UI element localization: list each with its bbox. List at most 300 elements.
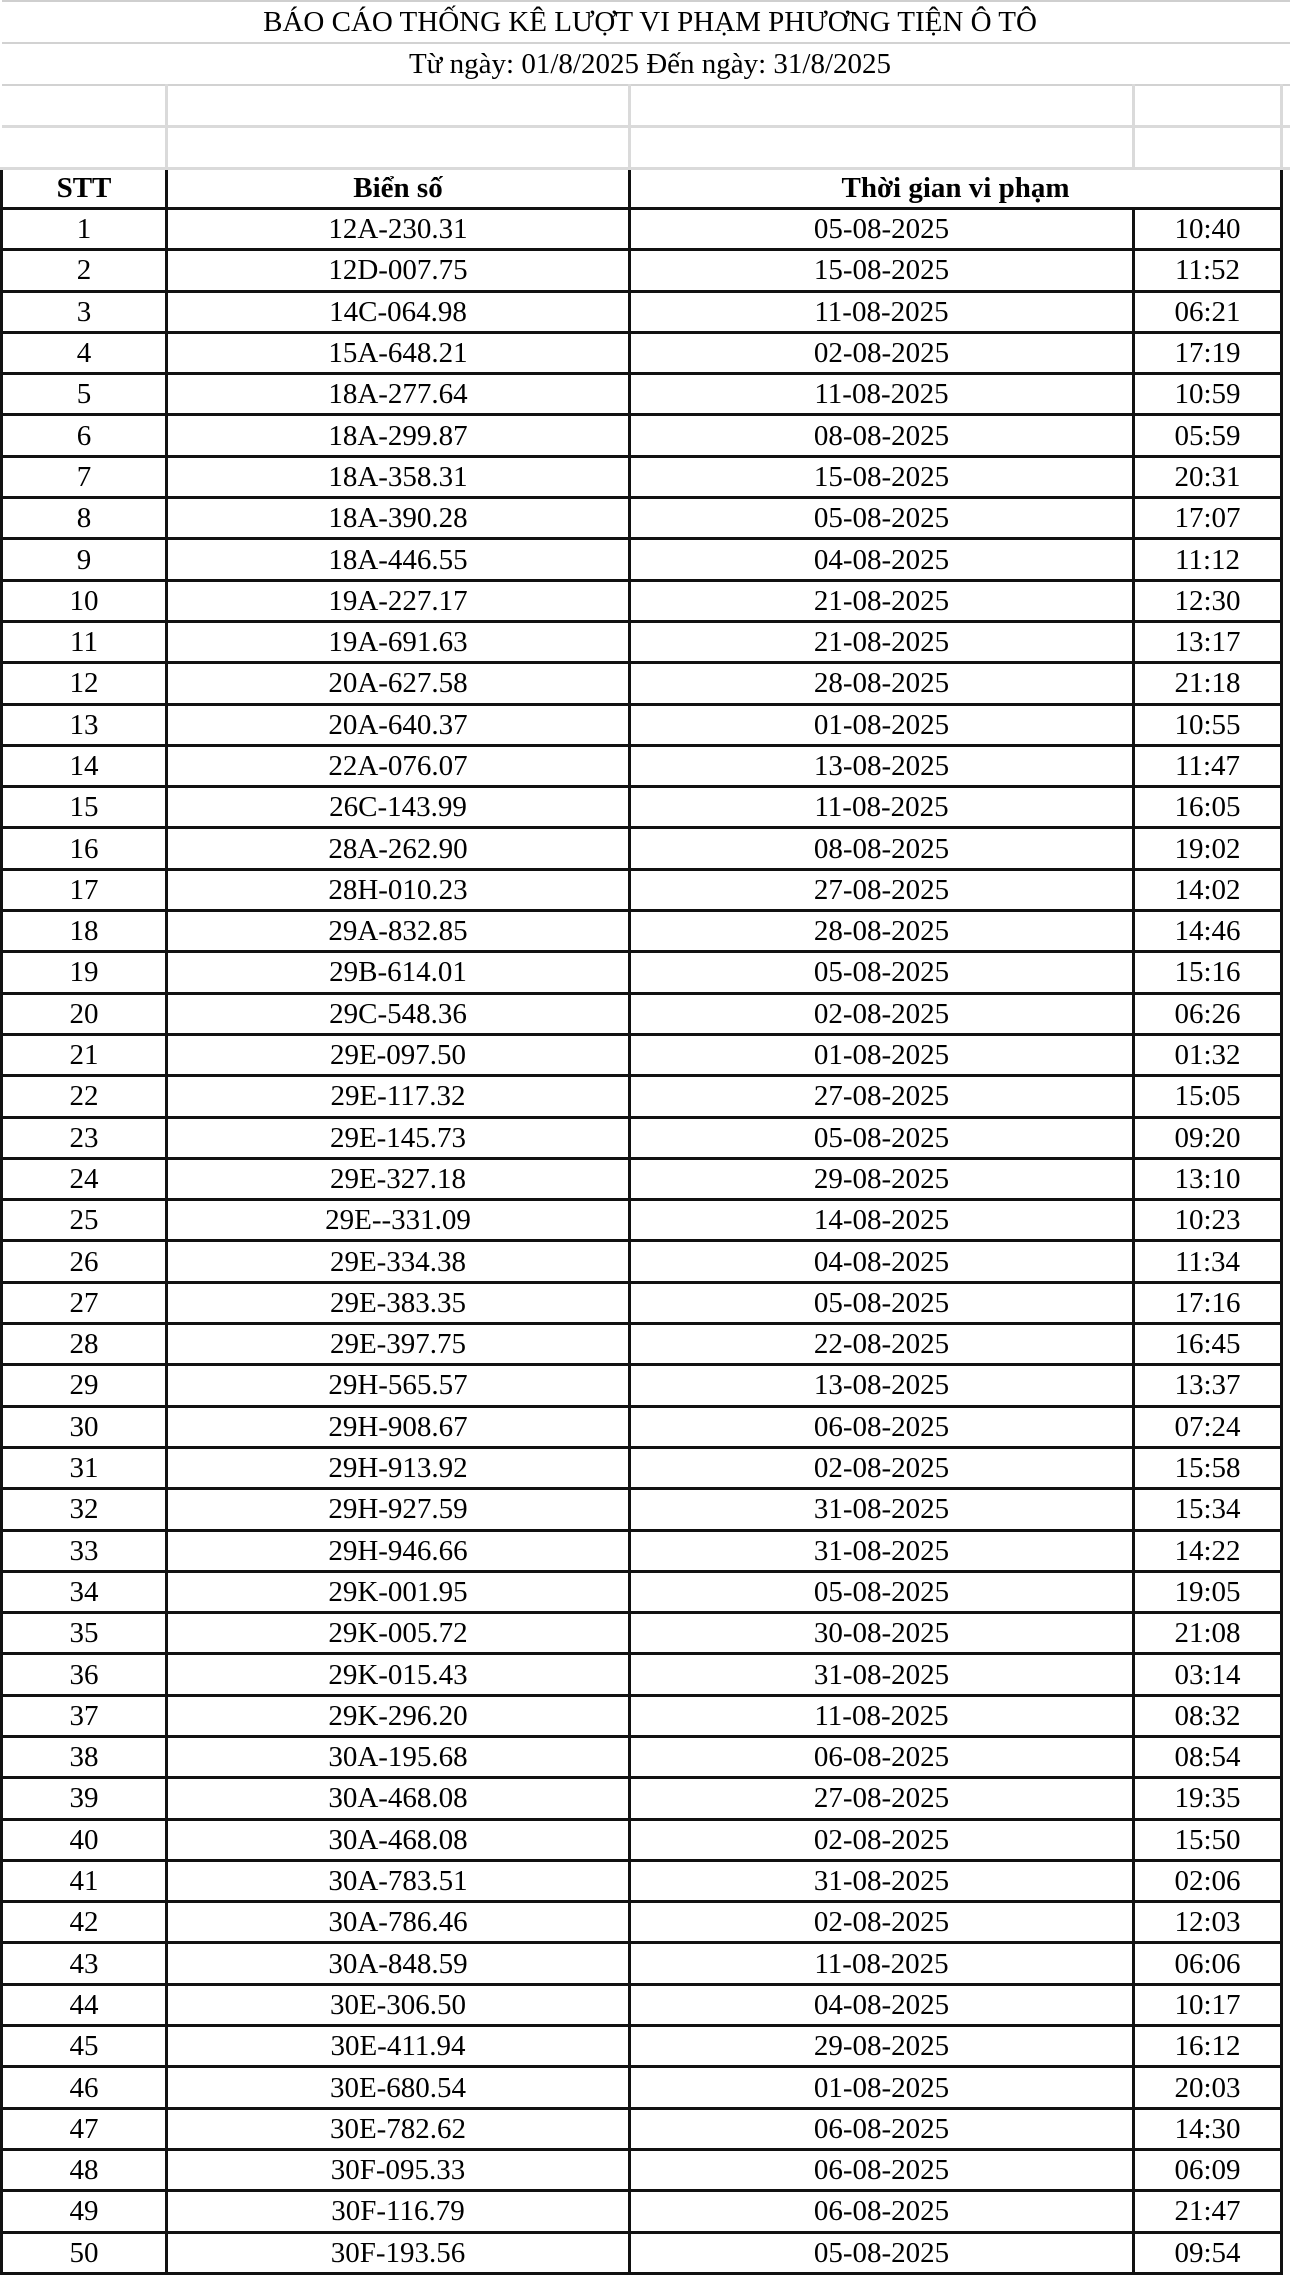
table-row xyxy=(2,993,1290,1034)
row-pad xyxy=(1282,209,1290,250)
cell-date[interactable]: 29-08-2025 xyxy=(630,2026,1134,2067)
cell-stt[interactable]: 17 xyxy=(2,869,167,910)
cell-plate[interactable]: 28A-262.90 xyxy=(167,828,630,869)
table-row xyxy=(2,1736,1290,1777)
row-pad xyxy=(1282,1984,1290,2025)
cell-date[interactable]: 02-08-2025 xyxy=(630,993,1134,1034)
table-row xyxy=(2,209,1290,250)
row-pad xyxy=(1282,1117,1290,1158)
cell-time[interactable]: 19:05 xyxy=(1134,1571,1282,1612)
table-row xyxy=(2,1034,1290,1075)
cell-plate[interactable]: 29K-001.95 xyxy=(167,1571,630,1612)
row-pad xyxy=(1282,1076,1290,1117)
cell-time[interactable]: 10:23 xyxy=(1134,1200,1282,1241)
cell-stt[interactable]: 5 xyxy=(2,374,167,415)
cell-time[interactable]: 13:37 xyxy=(1134,1365,1282,1406)
cell-stt[interactable]: 1 xyxy=(2,209,167,250)
cell-time[interactable]: 09:54 xyxy=(1134,2232,1282,2273)
cell-plate[interactable]: 29H-565.57 xyxy=(167,1365,630,1406)
cell-date[interactable]: 04-08-2025 xyxy=(630,1241,1134,1282)
empty-cell[interactable] xyxy=(167,127,630,169)
cell-stt[interactable]: 35 xyxy=(2,1613,167,1654)
cell-stt[interactable]: 26 xyxy=(2,1241,167,1282)
cell-time[interactable]: 17:16 xyxy=(1134,1282,1282,1323)
cell-time[interactable]: 14:22 xyxy=(1134,1530,1282,1571)
cell-plate[interactable]: 30F-193.56 xyxy=(167,2232,630,2273)
cell-plate[interactable]: 30A-468.08 xyxy=(167,1819,630,1860)
cell-date[interactable]: 21-08-2025 xyxy=(630,621,1134,662)
cell-plate[interactable]: 19A-691.63 xyxy=(167,621,630,662)
cell-time[interactable]: 19:35 xyxy=(1134,1778,1282,1819)
cell-stt[interactable]: 49 xyxy=(2,2191,167,2232)
table-row xyxy=(2,1654,1290,1695)
cell-time[interactable]: 21:08 xyxy=(1134,1613,1282,1654)
cell-date[interactable]: 31-08-2025 xyxy=(630,1860,1134,1901)
cell-date[interactable]: 31-08-2025 xyxy=(630,1654,1134,1695)
cell-date[interactable]: 02-08-2025 xyxy=(630,332,1134,373)
report-period: Từ ngày: 01/8/2025 Đến ngày: 31/8/2025 xyxy=(19,43,1282,85)
cell-time[interactable]: 15:16 xyxy=(1134,952,1282,993)
cell-stt[interactable]: 33 xyxy=(2,1530,167,1571)
row-pad xyxy=(1282,1200,1290,1241)
row-pad xyxy=(1282,291,1290,332)
cell-time[interactable]: 11:12 xyxy=(1134,539,1282,580)
row-pad xyxy=(1282,2191,1290,2232)
cell-stt[interactable]: 22 xyxy=(2,1076,167,1117)
cell-date[interactable]: 06-08-2025 xyxy=(630,1736,1134,1777)
cell-time[interactable]: 09:20 xyxy=(1134,1117,1282,1158)
table-row xyxy=(2,911,1290,952)
cell-time[interactable]: 16:45 xyxy=(1134,1324,1282,1365)
row-pad xyxy=(1282,828,1290,869)
cell-time[interactable]: 06:21 xyxy=(1134,291,1282,332)
cell-time[interactable]: 10:40 xyxy=(1134,209,1282,250)
table-row xyxy=(2,621,1290,662)
cell-date[interactable]: 06-08-2025 xyxy=(630,2108,1134,2149)
cell-plate[interactable]: 19A-227.17 xyxy=(167,580,630,621)
row-pad xyxy=(1282,663,1290,704)
row-pad xyxy=(1282,580,1290,621)
row-pad xyxy=(1282,1778,1290,1819)
title-row xyxy=(2,1,1290,43)
table-row xyxy=(2,1695,1290,1736)
cell-time[interactable]: 14:46 xyxy=(1134,911,1282,952)
cell-stt[interactable]: 48 xyxy=(2,2149,167,2190)
cell-plate[interactable]: 29E-145.73 xyxy=(167,1117,630,1158)
cell-date[interactable]: 11-08-2025 xyxy=(630,1695,1134,1736)
empty-cell[interactable] xyxy=(19,127,167,169)
cell-stt[interactable]: 3 xyxy=(2,291,167,332)
table-row xyxy=(2,1117,1290,1158)
cell-date[interactable]: 11-08-2025 xyxy=(630,291,1134,332)
cell-stt[interactable]: 16 xyxy=(2,828,167,869)
row-pad xyxy=(1282,1943,1290,1984)
cell-time[interactable]: 13:10 xyxy=(1134,1158,1282,1199)
cell-plate[interactable]: 30A-468.08 xyxy=(167,1778,630,1819)
table-row xyxy=(2,1778,1290,1819)
table-row xyxy=(2,1943,1290,1984)
cell-time[interactable]: 21:47 xyxy=(1134,2191,1282,2232)
cell-plate[interactable]: 18A-358.31 xyxy=(167,456,630,497)
cell-plate[interactable]: 30A-786.46 xyxy=(167,1902,630,1943)
cell-plate[interactable]: 12A-230.31 xyxy=(167,209,630,250)
cell-plate[interactable]: 14C-064.98 xyxy=(167,291,630,332)
row-pad xyxy=(1282,1571,1290,1612)
cell-time[interactable]: 10:59 xyxy=(1134,374,1282,415)
row-pad xyxy=(1282,1034,1290,1075)
cell-date[interactable]: 02-08-2025 xyxy=(630,1447,1134,1488)
cell-date[interactable]: 05-08-2025 xyxy=(630,1571,1134,1612)
cell-date[interactable]: 02-08-2025 xyxy=(630,1902,1134,1943)
cell-time[interactable]: 21:18 xyxy=(1134,663,1282,704)
cell-stt[interactable]: 14 xyxy=(2,745,167,786)
cell-time[interactable]: 13:17 xyxy=(1134,621,1282,662)
cell-plate[interactable]: 29K-015.43 xyxy=(167,1654,630,1695)
table-row xyxy=(2,250,1290,291)
cell-plate[interactable]: 29E-383.35 xyxy=(167,1282,630,1323)
cell-time[interactable]: 03:14 xyxy=(1134,1654,1282,1695)
cell-date[interactable]: 11-08-2025 xyxy=(630,787,1134,828)
cell-plate[interactable]: 29H-946.66 xyxy=(167,1530,630,1571)
cell-date[interactable]: 01-08-2025 xyxy=(630,1034,1134,1075)
cell-date[interactable]: 05-08-2025 xyxy=(630,1282,1134,1323)
row-pad xyxy=(1282,1324,1290,1365)
cell-plate[interactable]: 29E-334.38 xyxy=(167,1241,630,1282)
table-row xyxy=(2,1406,1290,1447)
cell-plate[interactable]: 20A-627.58 xyxy=(167,663,630,704)
cell-time[interactable]: 06:26 xyxy=(1134,993,1282,1034)
table-row xyxy=(2,2149,1290,2190)
cell-date[interactable]: 27-08-2025 xyxy=(630,1076,1134,1117)
cell-time[interactable]: 08:32 xyxy=(1134,1695,1282,1736)
cell-date[interactable]: 08-08-2025 xyxy=(630,415,1134,456)
row-pad xyxy=(1282,1158,1290,1199)
cell-plate[interactable]: 30A-848.59 xyxy=(167,1943,630,1984)
cell-stt[interactable]: 19 xyxy=(2,952,167,993)
cell-date[interactable]: 27-08-2025 xyxy=(630,869,1134,910)
cell-time[interactable]: 14:30 xyxy=(1134,2108,1282,2149)
table-row xyxy=(2,1489,1290,1530)
cell-date[interactable]: 13-08-2025 xyxy=(630,745,1134,786)
cell-plate[interactable]: 18A-299.87 xyxy=(167,415,630,456)
header-stt: STT xyxy=(2,169,167,209)
row-pad xyxy=(1282,1365,1290,1406)
cell-time[interactable]: 17:19 xyxy=(1134,332,1282,373)
cell-time[interactable]: 15:50 xyxy=(1134,1819,1282,1860)
row-pad xyxy=(1282,2067,1290,2108)
cell-plate[interactable]: 29K-296.20 xyxy=(167,1695,630,1736)
blank-row xyxy=(2,85,1290,127)
cell-stt[interactable]: 40 xyxy=(2,1819,167,1860)
table-row xyxy=(2,456,1290,497)
cell-date[interactable]: 02-08-2025 xyxy=(630,1819,1134,1860)
cell-time[interactable]: 07:24 xyxy=(1134,1406,1282,1447)
table-row xyxy=(2,2026,1290,2067)
empty-cell[interactable] xyxy=(167,85,630,127)
row-pad xyxy=(1282,374,1290,415)
cell-stt[interactable]: 34 xyxy=(2,1571,167,1612)
table-row xyxy=(2,663,1290,704)
cell-date[interactable]: 08-08-2025 xyxy=(630,828,1134,869)
cell-plate[interactable]: 30E-680.54 xyxy=(167,2067,630,2108)
cell-time[interactable]: 15:58 xyxy=(1134,1447,1282,1488)
cell-plate[interactable]: 29H-927.59 xyxy=(167,1489,630,1530)
row-pad xyxy=(1282,1736,1290,1777)
cell-plate[interactable]: 29C-548.36 xyxy=(167,993,630,1034)
cell-plate[interactable]: 30F-095.33 xyxy=(167,2149,630,2190)
cell-date[interactable]: 14-08-2025 xyxy=(630,1200,1134,1241)
cell-time[interactable]: 08:54 xyxy=(1134,1736,1282,1777)
cell-date[interactable]: 11-08-2025 xyxy=(630,374,1134,415)
cell-plate[interactable]: 29E--331.09 xyxy=(167,1200,630,1241)
cell-date[interactable]: 30-08-2025 xyxy=(630,1613,1134,1654)
table-row xyxy=(2,580,1290,621)
cell-date[interactable]: 01-08-2025 xyxy=(630,704,1134,745)
cell-plate[interactable]: 30F-116.79 xyxy=(167,2191,630,2232)
cell-stt[interactable]: 46 xyxy=(2,2067,167,2108)
cell-time[interactable]: 19:02 xyxy=(1134,828,1282,869)
cell-stt[interactable]: 9 xyxy=(2,539,167,580)
table-row xyxy=(2,745,1290,786)
cell-stt[interactable]: 27 xyxy=(2,1282,167,1323)
cell-time[interactable]: 15:05 xyxy=(1134,1076,1282,1117)
table-row xyxy=(2,1860,1290,1901)
cell-time[interactable]: 17:07 xyxy=(1134,498,1282,539)
table-row xyxy=(2,1613,1290,1654)
cell-stt[interactable]: 37 xyxy=(2,1695,167,1736)
cell-stt[interactable]: 41 xyxy=(2,1860,167,1901)
row-pad xyxy=(1282,1282,1290,1323)
cell-time[interactable]: 11:52 xyxy=(1134,250,1282,291)
cell-plate[interactable]: 29E-117.32 xyxy=(167,1076,630,1117)
row-pad xyxy=(1282,952,1290,993)
cell-plate[interactable]: 29E-397.75 xyxy=(167,1324,630,1365)
cell-plate[interactable]: 18A-446.55 xyxy=(167,539,630,580)
row-pad xyxy=(1282,1406,1290,1447)
cell-stt[interactable]: 38 xyxy=(2,1736,167,1777)
row-pad xyxy=(1282,456,1290,497)
cell-stt[interactable]: 23 xyxy=(2,1117,167,1158)
cell-date[interactable]: 01-08-2025 xyxy=(630,2067,1134,2108)
cell-date[interactable]: 31-08-2025 xyxy=(630,1489,1134,1530)
cell-time[interactable]: 10:55 xyxy=(1134,704,1282,745)
cell-time[interactable]: 06:09 xyxy=(1134,2149,1282,2190)
cell-plate[interactable]: 30A-783.51 xyxy=(167,1860,630,1901)
cell-date[interactable]: 13-08-2025 xyxy=(630,1365,1134,1406)
row-pad xyxy=(1282,745,1290,786)
row-pad xyxy=(1282,2108,1290,2149)
cell-stt[interactable]: 29 xyxy=(2,1365,167,1406)
cell-time[interactable]: 16:12 xyxy=(1134,2026,1282,2067)
cell-time[interactable]: 20:03 xyxy=(1134,2067,1282,2108)
empty-cell[interactable] xyxy=(630,127,1134,169)
cell-stt[interactable]: 47 xyxy=(2,2108,167,2149)
cell-date[interactable]: 11-08-2025 xyxy=(630,1943,1134,1984)
cell-time[interactable]: 11:34 xyxy=(1134,1241,1282,1282)
cell-plate[interactable]: 30A-195.68 xyxy=(167,1736,630,1777)
table-row xyxy=(2,498,1290,539)
cell-stt[interactable]: 12 xyxy=(2,663,167,704)
cell-time[interactable]: 12:30 xyxy=(1134,580,1282,621)
cell-stt[interactable]: 20 xyxy=(2,993,167,1034)
row-pad xyxy=(1282,1447,1290,1488)
row-pad xyxy=(1282,332,1290,373)
cell-stt[interactable]: 13 xyxy=(2,704,167,745)
period-row xyxy=(2,43,1290,85)
empty-cell[interactable] xyxy=(19,85,167,127)
table-row xyxy=(2,1984,1290,2025)
cell-plate[interactable]: 29B-614.01 xyxy=(167,952,630,993)
empty-cell[interactable] xyxy=(630,85,1134,127)
cell-plate[interactable]: 29H-908.67 xyxy=(167,1406,630,1447)
cell-time[interactable]: 15:34 xyxy=(1134,1489,1282,1530)
cell-stt[interactable]: 42 xyxy=(2,1902,167,1943)
header-row xyxy=(2,169,1290,209)
cell-stt[interactable]: 10 xyxy=(2,580,167,621)
row-pad xyxy=(1282,993,1290,1034)
cell-stt[interactable]: 31 xyxy=(2,1447,167,1488)
cell-plate[interactable]: 12D-007.75 xyxy=(167,250,630,291)
row-pad xyxy=(1282,1613,1290,1654)
cell-date[interactable]: 05-08-2025 xyxy=(630,498,1134,539)
cell-stt[interactable]: 43 xyxy=(2,1943,167,1984)
cell-time[interactable]: 01:32 xyxy=(1134,1034,1282,1075)
cell-stt[interactable]: 15 xyxy=(2,787,167,828)
cell-stt[interactable]: 8 xyxy=(2,498,167,539)
row-pad xyxy=(1282,1241,1290,1282)
cell-plate[interactable]: 18A-277.64 xyxy=(167,374,630,415)
header-plate: Biển số xyxy=(167,169,630,209)
report-title: BÁO CÁO THỐNG KÊ LƯỢT VI PHẠM PHƯƠNG TIỆN Ô TÔ xyxy=(19,1,1282,43)
table-row xyxy=(2,1076,1290,1117)
row-pad xyxy=(1282,539,1290,580)
cell-time[interactable]: 02:06 xyxy=(1134,1860,1282,1901)
cell-stt[interactable]: 28 xyxy=(2,1324,167,1365)
cell-stt[interactable]: 24 xyxy=(2,1158,167,1199)
cell-date[interactable]: 22-08-2025 xyxy=(630,1324,1134,1365)
cell-plate[interactable]: 18A-390.28 xyxy=(167,498,630,539)
cell-date[interactable]: 04-08-2025 xyxy=(630,1984,1134,2025)
cell-stt[interactable]: 50 xyxy=(2,2232,167,2273)
cell-date[interactable]: 05-08-2025 xyxy=(630,209,1134,250)
cell-plate[interactable]: 26C-143.99 xyxy=(167,787,630,828)
cell-stt[interactable]: 32 xyxy=(2,1489,167,1530)
table-row xyxy=(2,415,1290,456)
row-pad xyxy=(1282,1489,1290,1530)
cell-date[interactable]: 21-08-2025 xyxy=(630,580,1134,621)
table-row xyxy=(2,1902,1290,1943)
cell-time[interactable]: 05:59 xyxy=(1134,415,1282,456)
row-pad xyxy=(1282,250,1290,291)
cell-plate[interactable]: 29A-832.85 xyxy=(167,911,630,952)
table-row xyxy=(2,2191,1290,2232)
cell-date[interactable]: 05-08-2025 xyxy=(630,1117,1134,1158)
cell-date[interactable]: 28-08-2025 xyxy=(630,663,1134,704)
cell-stt[interactable]: 44 xyxy=(2,1984,167,2025)
cell-plate[interactable]: 29E-327.18 xyxy=(167,1158,630,1199)
cell-plate[interactable]: 15A-648.21 xyxy=(167,332,630,373)
cell-date[interactable]: 04-08-2025 xyxy=(630,539,1134,580)
cell-plate[interactable]: 29E-097.50 xyxy=(167,1034,630,1075)
cell-date[interactable]: 28-08-2025 xyxy=(630,911,1134,952)
cell-stt[interactable]: 45 xyxy=(2,2026,167,2067)
cell-date[interactable]: 06-08-2025 xyxy=(630,2191,1134,2232)
cell-date[interactable]: 06-08-2025 xyxy=(630,2149,1134,2190)
cell-time[interactable]: 10:17 xyxy=(1134,1984,1282,2025)
cell-date[interactable]: 06-08-2025 xyxy=(630,1406,1134,1447)
cell-date[interactable]: 05-08-2025 xyxy=(630,2232,1134,2273)
table-row xyxy=(2,2108,1290,2149)
row-pad xyxy=(1282,869,1290,910)
cell-plate[interactable]: 30E-782.62 xyxy=(167,2108,630,2149)
cell-plate[interactable]: 30E-306.50 xyxy=(167,1984,630,2025)
cell-stt[interactable]: 6 xyxy=(2,415,167,456)
cell-plate[interactable]: 20A-640.37 xyxy=(167,704,630,745)
cell-date[interactable]: 29-08-2025 xyxy=(630,1158,1134,1199)
cell-stt[interactable]: 25 xyxy=(2,1200,167,1241)
cell-stt[interactable]: 7 xyxy=(2,456,167,497)
row-pad xyxy=(1282,1654,1290,1695)
cell-time[interactable]: 11:47 xyxy=(1134,745,1282,786)
cell-date[interactable]: 15-08-2025 xyxy=(630,456,1134,497)
empty-cell[interactable] xyxy=(1134,127,1282,169)
cell-date[interactable]: 15-08-2025 xyxy=(630,250,1134,291)
cell-time[interactable]: 14:02 xyxy=(1134,869,1282,910)
table-row xyxy=(2,952,1290,993)
cell-stt[interactable]: 21 xyxy=(2,1034,167,1075)
table-row xyxy=(2,1158,1290,1199)
cell-date[interactable]: 05-08-2025 xyxy=(630,952,1134,993)
row-pad xyxy=(1282,911,1290,952)
table-row xyxy=(2,1819,1290,1860)
table-row xyxy=(2,332,1290,373)
table-row xyxy=(2,1324,1290,1365)
cell-plate[interactable]: 29H-913.92 xyxy=(167,1447,630,1488)
table-row xyxy=(2,1447,1290,1488)
empty-cell[interactable] xyxy=(1134,85,1282,127)
row-pad xyxy=(1282,498,1290,539)
row-pad xyxy=(1282,2149,1290,2190)
cell-date[interactable]: 31-08-2025 xyxy=(630,1530,1134,1571)
table-row xyxy=(2,374,1290,415)
row-pad xyxy=(1282,1819,1290,1860)
cell-time[interactable]: 16:05 xyxy=(1134,787,1282,828)
table-row xyxy=(2,1241,1290,1282)
cell-plate[interactable]: 29K-005.72 xyxy=(167,1613,630,1654)
table-row xyxy=(2,1282,1290,1323)
table-row xyxy=(2,539,1290,580)
cell-stt[interactable]: 18 xyxy=(2,911,167,952)
cell-plate[interactable]: 22A-076.07 xyxy=(167,745,630,786)
cell-plate[interactable]: 28H-010.23 xyxy=(167,869,630,910)
row-pad xyxy=(1282,704,1290,745)
cell-time[interactable]: 06:06 xyxy=(1134,1943,1282,1984)
cell-stt[interactable]: 39 xyxy=(2,1778,167,1819)
cell-stt[interactable]: 4 xyxy=(2,332,167,373)
cell-time[interactable]: 20:31 xyxy=(1134,456,1282,497)
cell-date[interactable]: 27-08-2025 xyxy=(630,1778,1134,1819)
blank-row xyxy=(2,127,1290,169)
cell-stt[interactable]: 30 xyxy=(2,1406,167,1447)
cell-time[interactable]: 12:03 xyxy=(1134,1902,1282,1943)
row-pad xyxy=(1282,621,1290,662)
table-row xyxy=(2,787,1290,828)
cell-stt[interactable]: 36 xyxy=(2,1654,167,1695)
cell-stt[interactable]: 2 xyxy=(2,250,167,291)
row-pad xyxy=(1282,415,1290,456)
cell-plate[interactable]: 30E-411.94 xyxy=(167,2026,630,2067)
cell-stt[interactable]: 11 xyxy=(2,621,167,662)
